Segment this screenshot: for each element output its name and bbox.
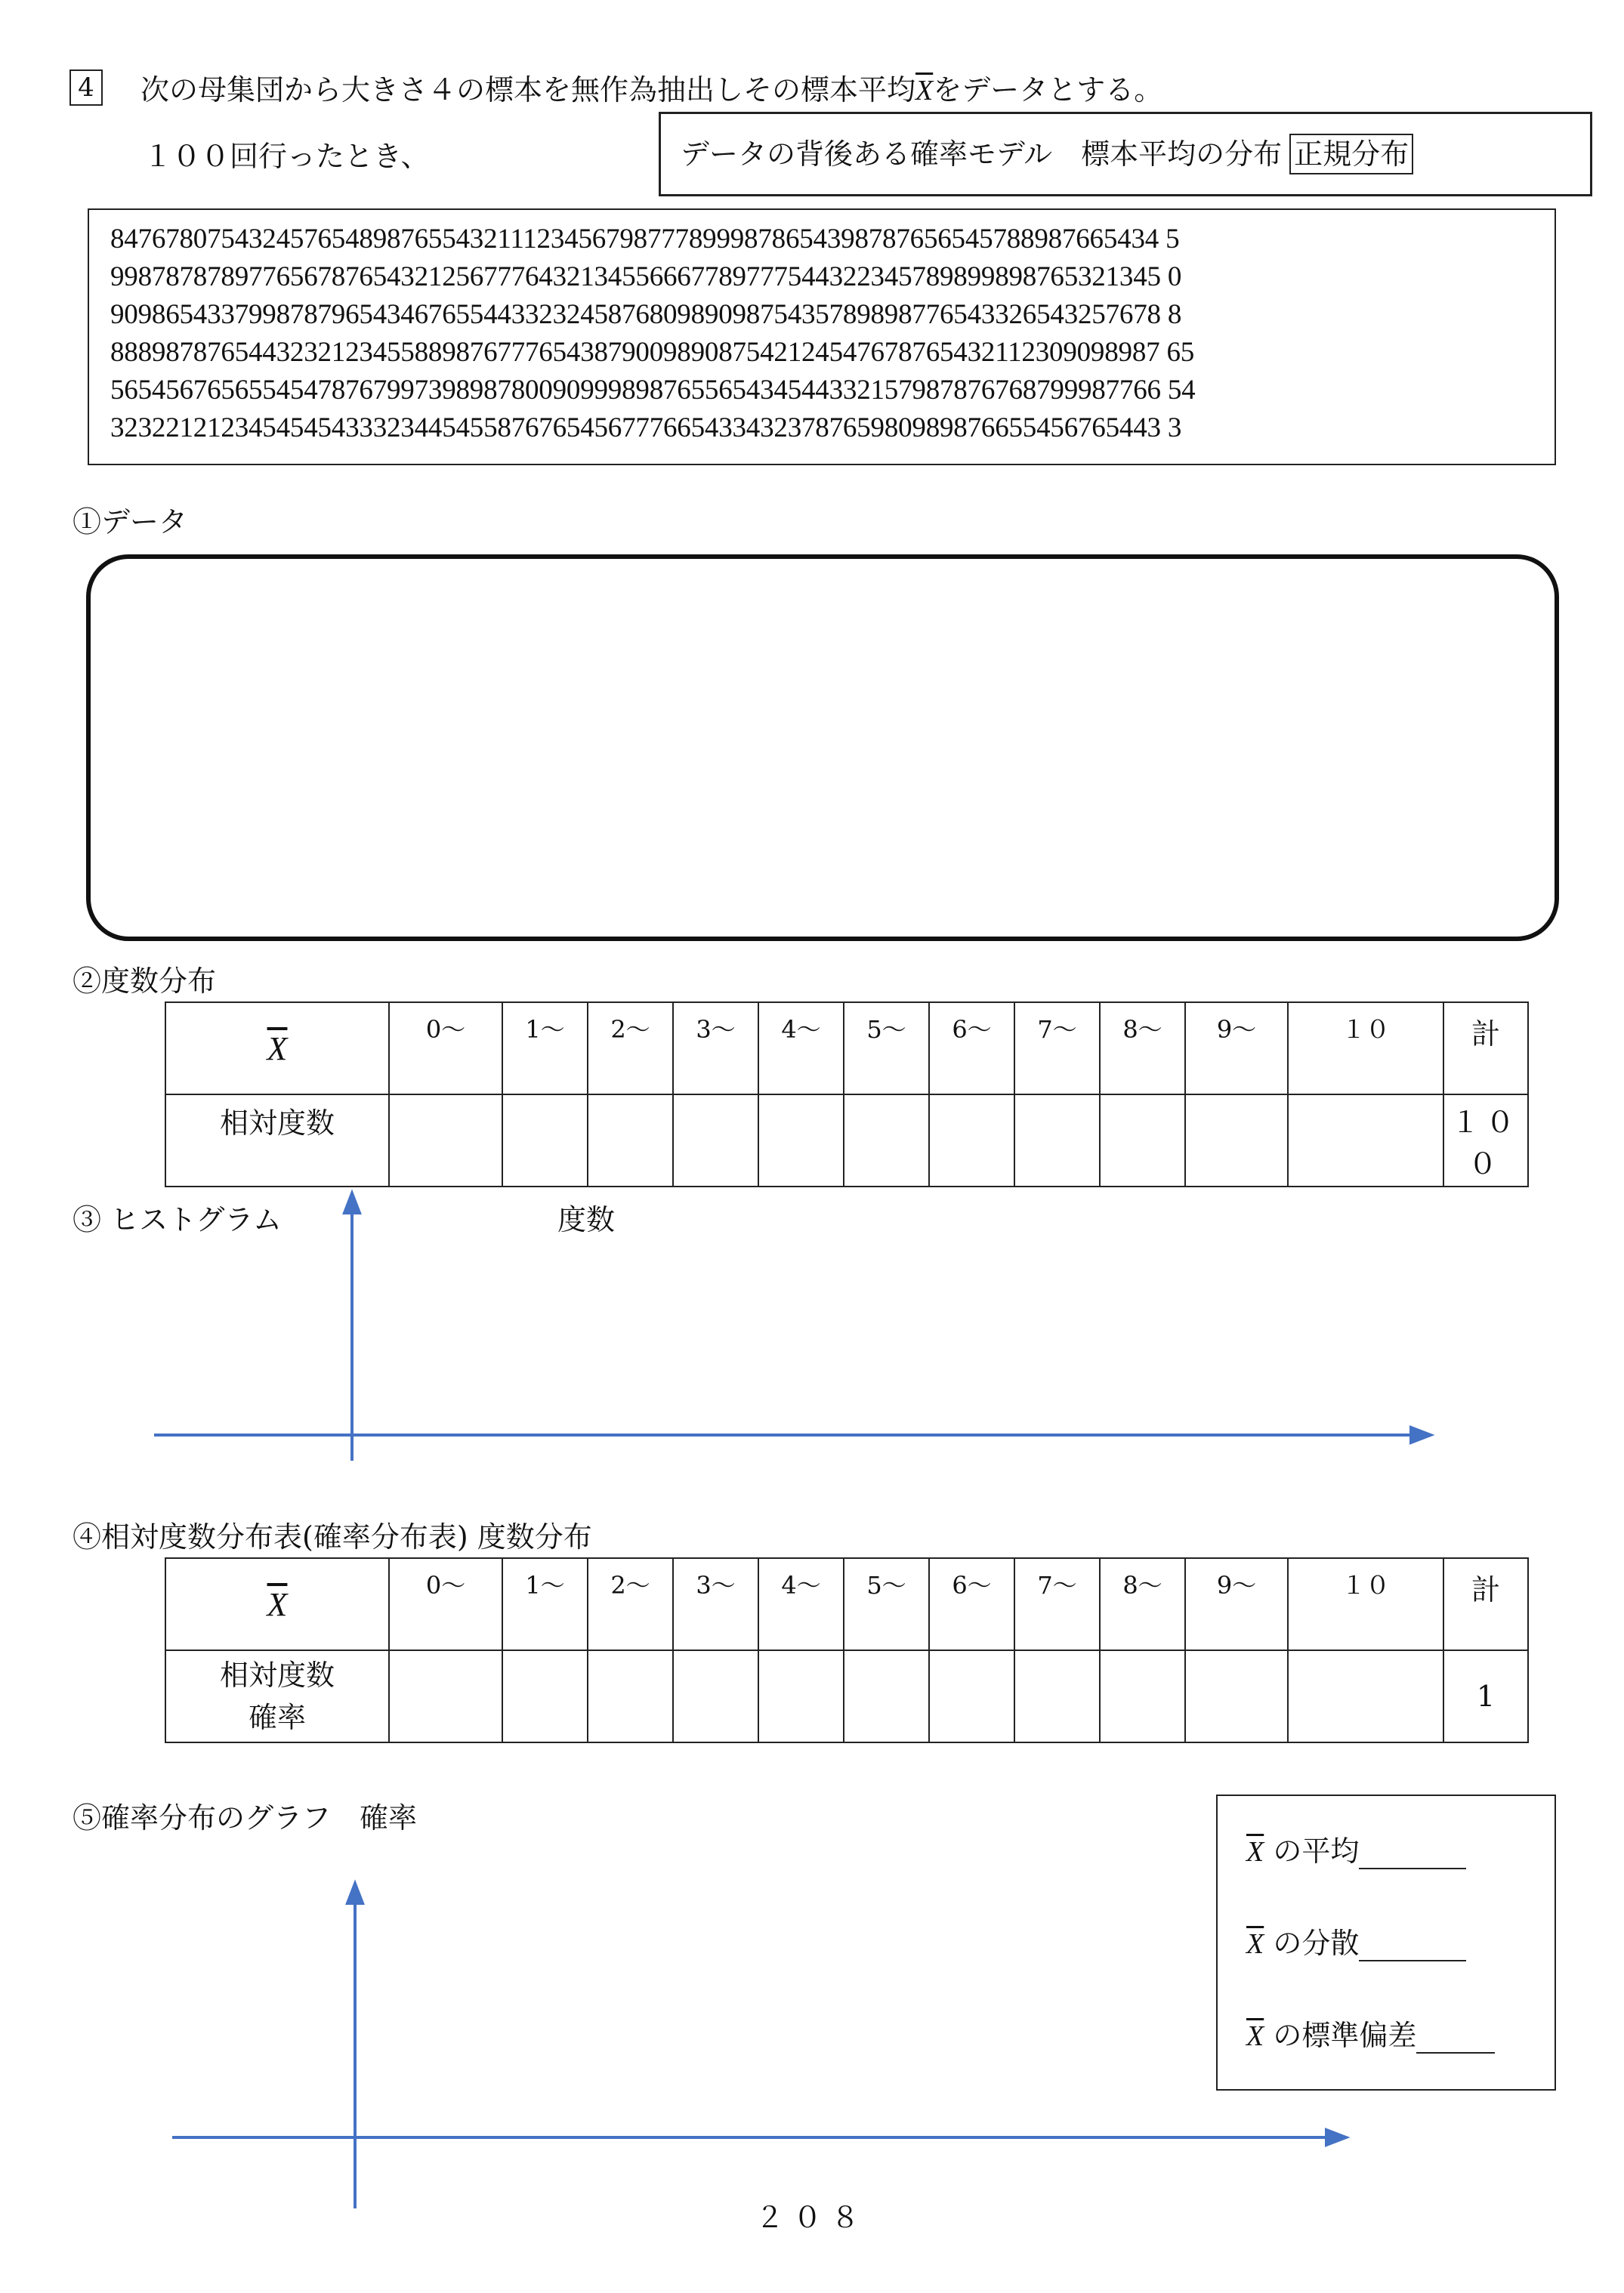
class-5: 5～ bbox=[844, 1002, 929, 1094]
page-number: ２０８ bbox=[755, 2201, 869, 2234]
model-value: 正規分布 bbox=[1289, 134, 1413, 174]
row-label-probability: 相対度数 確率 bbox=[165, 1650, 389, 1742]
digit-line: 5654567656554547876799739898780090999898765565434544332157987876768799987766 54 bbox=[110, 375, 1196, 406]
class-2: 2～ bbox=[588, 1558, 673, 1650]
cell[interactable] bbox=[1288, 1650, 1443, 1742]
cell[interactable] bbox=[844, 1650, 929, 1742]
histogram-y-label: 度数 bbox=[557, 1203, 616, 1236]
probability-table bbox=[165, 1557, 1529, 1743]
question-text-b: をデータとする。 bbox=[933, 73, 1163, 106]
question-text-a: 次の母集団から大きさ４の標本を無作為抽出しその標本平均 bbox=[140, 73, 916, 106]
class-5: 5～ bbox=[844, 1558, 929, 1650]
digit-line: 9987878789776567876543212567776432134556667789777544322345789899898765321345 0 bbox=[110, 261, 1182, 292]
section-3-title: ③ ヒストグラム bbox=[73, 1203, 282, 1236]
cell[interactable] bbox=[1185, 1650, 1288, 1742]
histogram-x-arrow bbox=[1411, 1427, 1431, 1443]
class-1: 1～ bbox=[502, 1558, 588, 1650]
histogram-axes bbox=[154, 1193, 1431, 1461]
total-header: 計 bbox=[1443, 1558, 1528, 1650]
mean-line: $\overline{X}$ の平均 bbox=[1246, 1828, 1466, 1869]
row-label-relative-freq: 相対度数 bbox=[165, 1094, 389, 1187]
section-4-title: ④相対度数分布表(確率分布表) 度数分布 bbox=[73, 1520, 592, 1554]
question-line-2: １００回行ったとき、 bbox=[144, 140, 430, 173]
total-value: １００ bbox=[1443, 1094, 1528, 1187]
class-8: 8～ bbox=[1100, 1002, 1185, 1094]
cell[interactable] bbox=[929, 1650, 1014, 1742]
class-1: 1～ bbox=[502, 1002, 588, 1094]
cell[interactable] bbox=[673, 1650, 758, 1742]
question-number: 4 bbox=[69, 69, 103, 106]
cell[interactable] bbox=[758, 1650, 844, 1742]
class-2: 2～ bbox=[588, 1002, 673, 1094]
class-9: 9～ bbox=[1185, 1558, 1288, 1650]
variance-blank[interactable] bbox=[1359, 1930, 1466, 1961]
class-9: 9～ bbox=[1185, 1002, 1288, 1094]
section-1-title: ①データ bbox=[73, 505, 188, 539]
class-10: １０ bbox=[1288, 1558, 1443, 1650]
cell[interactable] bbox=[1100, 1650, 1185, 1742]
digit-line: 9098654337998787965434676554433232458768098909875435789898776543326543257678 8 bbox=[110, 299, 1182, 330]
statistics-box bbox=[1216, 1795, 1556, 2091]
class-0: 0～ bbox=[389, 1558, 502, 1650]
class-0: 0～ bbox=[389, 1002, 502, 1094]
class-6: 6～ bbox=[929, 1558, 1014, 1650]
variance-line: $\overline{X}$ の分散 bbox=[1246, 1920, 1466, 1961]
digit-line: 8476780754324576548987655432111234567987778999878654398787656545788987665434 5 bbox=[110, 224, 1180, 255]
xbar-header: $\overline{X}$ bbox=[165, 1002, 389, 1094]
cell[interactable] bbox=[502, 1650, 588, 1742]
class-3: 3～ bbox=[673, 1002, 758, 1094]
section-5-title: ⑤確率分布のグラフ 確率 bbox=[73, 1801, 418, 1835]
class-7: 7～ bbox=[1014, 1002, 1100, 1094]
xbar-symbol: $\overline{X}$ bbox=[915, 75, 934, 106]
class-4: 4～ bbox=[758, 1558, 844, 1650]
class-3: 3～ bbox=[673, 1558, 758, 1650]
cell[interactable] bbox=[1014, 1650, 1100, 1742]
histogram-y-arrow bbox=[344, 1193, 360, 1213]
model-label: データの背後ある確率モデル 標本平均の分布 bbox=[681, 137, 1283, 171]
cell[interactable] bbox=[588, 1650, 673, 1742]
class-6: 6～ bbox=[929, 1002, 1014, 1094]
digit-line: 8889878765443232123455889876777654387900989087542124547678765432112309098987 65 bbox=[110, 337, 1195, 368]
probability-y-arrow bbox=[347, 1884, 363, 1903]
sd-blank[interactable] bbox=[1416, 2022, 1495, 2054]
digit-line: 3232212123454545433323445455876765456777665433432378765980989876655456765443 3 bbox=[110, 412, 1182, 443]
class-8: 8～ bbox=[1100, 1558, 1185, 1650]
total-header: 計 bbox=[1443, 1002, 1528, 1094]
cell[interactable] bbox=[389, 1650, 502, 1742]
section-2-title: ②度数分布 bbox=[73, 964, 217, 998]
total-value: 1 bbox=[1443, 1650, 1528, 1742]
xbar-header: $\overline{X}$ bbox=[165, 1558, 389, 1650]
class-4: 4～ bbox=[758, 1002, 844, 1094]
class-10: １０ bbox=[1288, 1002, 1443, 1094]
mean-blank[interactable] bbox=[1359, 1838, 1466, 1869]
class-7: 7～ bbox=[1014, 1558, 1100, 1650]
probability-axes bbox=[172, 1884, 1346, 2208]
sd-line: $\overline{X}$ の標準偏差 bbox=[1246, 2012, 1495, 2054]
probability-x-arrow bbox=[1326, 2130, 1346, 2145]
